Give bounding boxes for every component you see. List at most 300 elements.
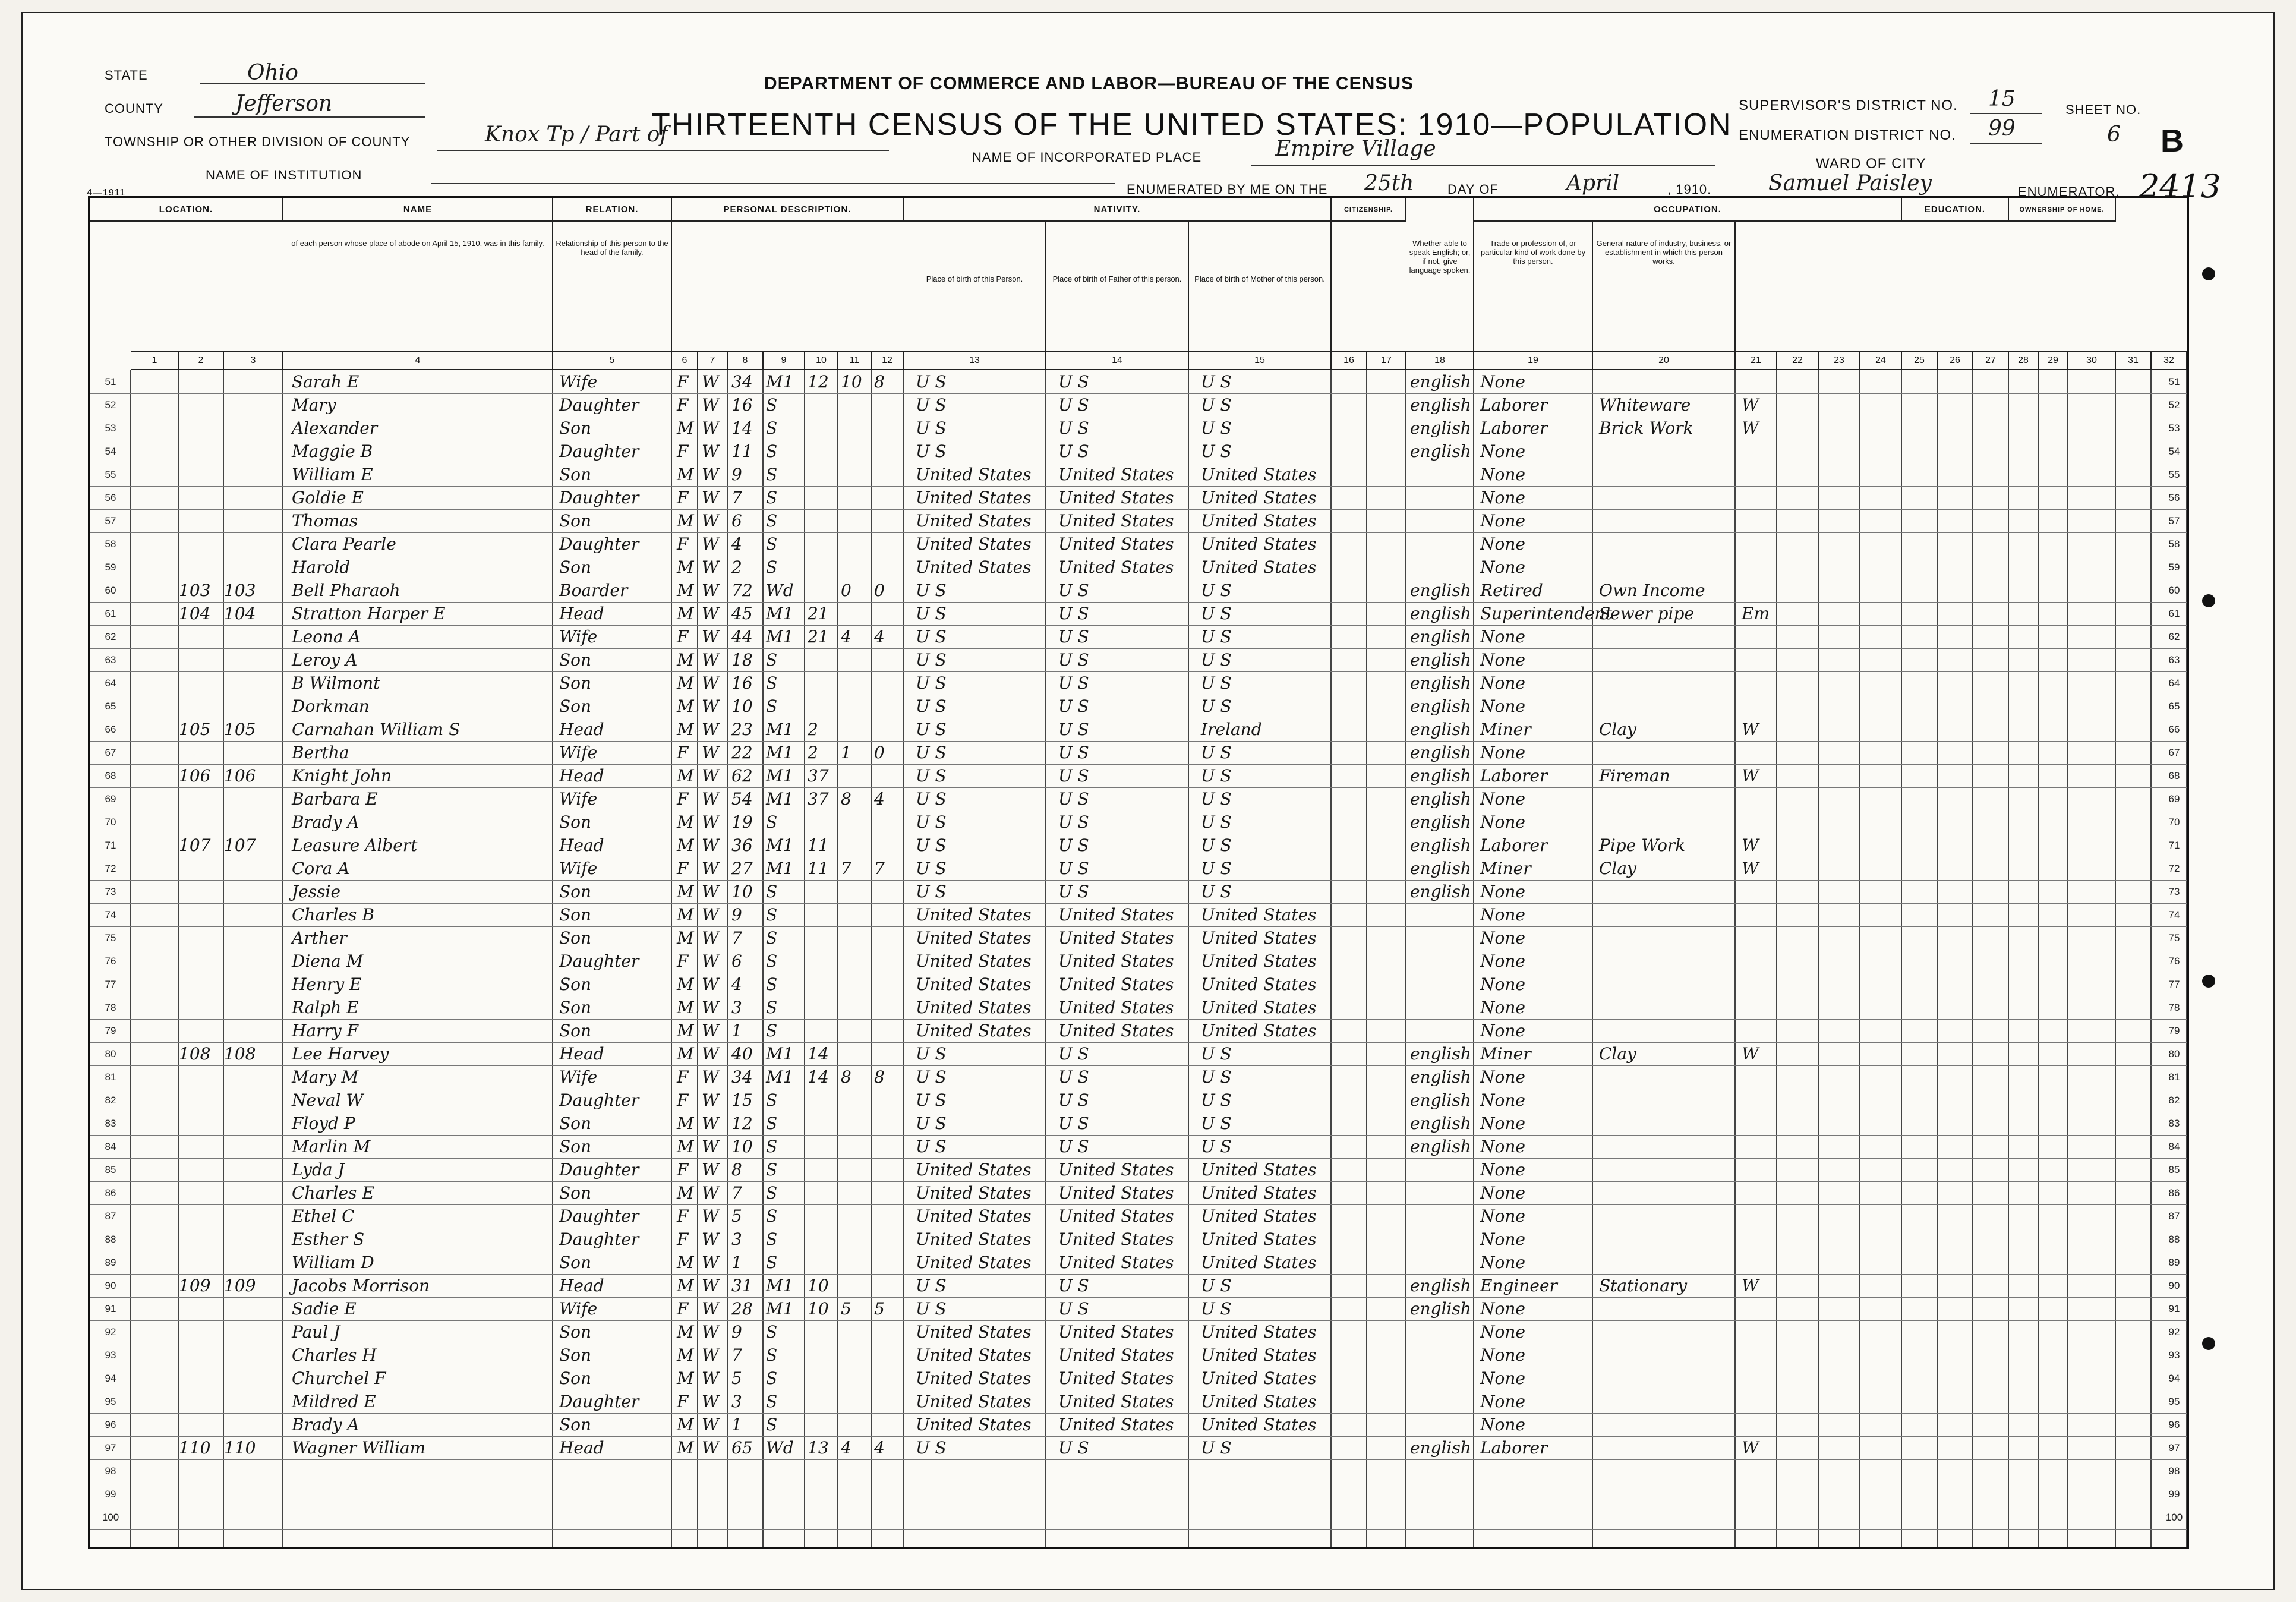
county-label: COUNTY	[105, 101, 163, 116]
cell-born	[841, 532, 872, 556]
cell-lang	[1410, 926, 1474, 950]
cell-ind: Clay	[1599, 720, 1636, 739]
cell-sex: M	[677, 882, 694, 901]
cell-age: 1	[731, 1253, 742, 1272]
cell-dw	[179, 1320, 224, 1344]
cell-trade: Laborer	[1480, 395, 1548, 415]
cell-trade: Retired	[1480, 581, 1543, 600]
cell-emp	[1742, 1181, 1777, 1204]
cell-dw	[179, 486, 224, 509]
cell-bm: U S	[1201, 1137, 1232, 1156]
cell-ind	[1599, 741, 1736, 764]
cell-name: Paul J	[292, 1322, 340, 1342]
cell-rel: Daughter	[559, 1229, 639, 1249]
cell-emp	[1742, 950, 1777, 973]
cell-ind	[1599, 1181, 1736, 1204]
column-number: 28	[2009, 351, 2039, 370]
cell-race: W	[702, 1229, 719, 1249]
column-number: 6	[672, 351, 698, 370]
cell-ind	[1599, 671, 1736, 695]
cell-dw	[179, 1251, 224, 1274]
cell-age: 10	[731, 882, 753, 901]
cell-liv	[874, 1390, 904, 1413]
cell-ms: S	[766, 1183, 778, 1203]
cell-liv	[874, 973, 904, 996]
cell-name: Charles E	[292, 1183, 374, 1203]
cell-emp	[1742, 1413, 1777, 1436]
cell-fam	[224, 1181, 283, 1204]
census-row	[90, 509, 2187, 533]
cell-trade: None	[1480, 1183, 1525, 1203]
cell-lang: english	[1410, 1067, 1471, 1087]
cell-race: W	[702, 789, 719, 809]
cell-bp: United States	[916, 534, 1032, 554]
cell-n: 91	[105, 1303, 116, 1314]
census-row	[90, 1390, 2187, 1414]
cell-liv	[874, 509, 904, 532]
cell-trade: None	[1480, 1392, 1525, 1411]
cell-fam	[224, 1344, 283, 1367]
cell-ms: S	[766, 1114, 778, 1133]
cell-rel: Son	[559, 1114, 592, 1133]
cell-dw	[179, 1019, 224, 1042]
census-row	[90, 1274, 2187, 1298]
cell-lang	[1410, 973, 1474, 996]
cell-trade: None	[1480, 1067, 1525, 1087]
cell-ind	[1599, 463, 1736, 486]
census-row	[90, 718, 2187, 742]
cell-ms: S	[766, 442, 778, 461]
cell-sex: F	[677, 789, 689, 809]
cell-liv	[874, 1181, 904, 1204]
cell-bm: United States	[1201, 1160, 1317, 1180]
township-label: TOWNSHIP OR OTHER DIVISION OF COUNTY	[105, 134, 411, 149]
cell-bm: U S	[1201, 766, 1232, 786]
cell-fam	[224, 625, 283, 648]
cell-bm: United States	[1201, 1392, 1317, 1411]
cell-fam: 108	[224, 1044, 256, 1064]
cell-dw: 110	[179, 1438, 211, 1458]
cell-name: Bell Pharaoh	[292, 581, 400, 600]
cell-bp: U S	[916, 1044, 947, 1064]
cell-name: Stratton Harper E	[292, 604, 446, 623]
cell-bf: United States	[1058, 1368, 1174, 1388]
cell-bf: U S	[1058, 581, 1089, 600]
cell-rel: Head	[559, 1044, 604, 1064]
cell-sex: F	[677, 534, 689, 554]
cell-name: Alexander	[292, 418, 378, 438]
cell-rel: Head	[559, 766, 604, 786]
cell-r: 82	[2168, 1095, 2180, 1106]
cell-trade: None	[1480, 1021, 1525, 1040]
cell-race: W	[702, 859, 719, 878]
supervisor-value: 15	[1988, 87, 2016, 111]
cell-sex: F	[677, 488, 689, 507]
cell-dw	[179, 556, 224, 579]
cell-r: 75	[2168, 932, 2180, 944]
cell-born	[841, 1344, 872, 1367]
cell-yrs	[808, 903, 840, 926]
cell-yrs	[808, 880, 840, 903]
cell-ind	[1599, 996, 1736, 1019]
cell-trade: Laborer	[1480, 835, 1548, 855]
cell-bf: U S	[1058, 743, 1089, 762]
cell-dw	[179, 996, 224, 1019]
cell-lang: english	[1410, 372, 1471, 392]
day-label: DAY OF	[1447, 182, 1499, 197]
cell-born: 5	[841, 1299, 851, 1319]
cell-bp: United States	[916, 1160, 1032, 1180]
cell-emp: W	[1742, 766, 1759, 786]
cell-race: W	[702, 1090, 719, 1110]
cell-sex: M	[677, 1415, 694, 1434]
cell-sex: M	[677, 998, 694, 1017]
cell-sex: M	[677, 650, 694, 670]
cell-yrs: 2	[808, 720, 818, 739]
cell-lang: english	[1410, 766, 1471, 786]
cell-liv: 4	[874, 1438, 885, 1458]
cell-ms: S	[766, 395, 778, 415]
cell-bm: U S	[1201, 650, 1232, 670]
cell-born	[841, 393, 872, 417]
cell-bm: U S	[1201, 859, 1232, 878]
group-personal: PERSONAL DESCRIPTION.	[672, 198, 904, 222]
cell-trade: None	[1480, 627, 1525, 647]
cell-lang: english	[1410, 442, 1471, 461]
cell-fam: 107	[224, 835, 256, 855]
census-row	[90, 880, 2187, 904]
cell-dw	[179, 950, 224, 973]
cell-rel: Daughter	[559, 1392, 639, 1411]
cell-sex: F	[677, 1229, 689, 1249]
cell-dw	[179, 1344, 224, 1367]
cell-race: W	[702, 1345, 719, 1365]
census-row	[90, 903, 2187, 927]
cell-age	[731, 1483, 765, 1506]
cell-yrs	[808, 1204, 840, 1228]
cell-ms: S	[766, 534, 778, 554]
cell-n: 51	[105, 376, 116, 387]
cell-yrs: 37	[808, 789, 829, 809]
cell-trade: None	[1480, 812, 1525, 832]
cell-race: W	[702, 835, 719, 855]
cell-lang: english	[1410, 1090, 1471, 1110]
cell-sex: F	[677, 1160, 689, 1180]
cell-rel: Son	[559, 465, 592, 484]
cell-liv	[874, 440, 904, 463]
cell-trade	[1480, 1506, 1593, 1529]
cell-ms: S	[766, 1229, 778, 1249]
cell-bm: U S	[1201, 627, 1232, 647]
cell-n: 63	[105, 654, 116, 666]
cell-bm: U S	[1201, 789, 1232, 809]
cell-r: 95	[2168, 1396, 2180, 1407]
cell-liv	[874, 1019, 904, 1042]
column-number: 31	[2116, 351, 2152, 370]
column-number: 30	[2068, 351, 2116, 370]
cell-rel: Daughter	[559, 1160, 639, 1180]
sheet-value: 6	[2107, 122, 2121, 147]
cell-emp	[1742, 463, 1777, 486]
cell-name: Leroy A	[292, 650, 358, 670]
cell-liv	[874, 1344, 904, 1367]
cell-fam	[224, 556, 283, 579]
cell-dw	[179, 532, 224, 556]
cell-dw	[179, 926, 224, 950]
cell-n: 69	[105, 793, 116, 805]
cell-fam	[224, 926, 283, 950]
cell-trade: None	[1480, 1368, 1525, 1388]
cell-sex: M	[677, 465, 694, 484]
cell-fam: 104	[224, 604, 256, 623]
cell-bm: U S	[1201, 581, 1232, 600]
cell-lang	[1410, 556, 1474, 579]
group-location: LOCATION.	[90, 198, 283, 222]
census-row	[90, 1228, 2187, 1251]
cell-trade: None	[1480, 1090, 1525, 1110]
cell-sex: M	[677, 1276, 694, 1295]
cell-race: W	[702, 442, 719, 461]
name-column-desc: of each person whose place of abode on April 15, 1910, was in this family.	[283, 222, 553, 351]
cell-race: W	[702, 418, 719, 438]
cell-born	[841, 973, 872, 996]
cell-n: 66	[105, 724, 116, 735]
cell-emp	[1742, 440, 1777, 463]
cell-bf: United States	[1058, 1160, 1174, 1180]
cell-sex: F	[677, 627, 689, 647]
cell-yrs: 21	[808, 604, 829, 623]
cell-ms: M1	[766, 1299, 794, 1319]
cell-ms: S	[766, 1206, 778, 1226]
cell-bf: U S	[1058, 882, 1089, 901]
cell-emp	[1742, 926, 1777, 950]
cell-race: W	[702, 1276, 719, 1295]
cell-emp	[1742, 695, 1777, 718]
cell-bp: United States	[916, 975, 1032, 994]
cell-ind	[1599, 880, 1736, 903]
cell-n: 83	[105, 1118, 116, 1129]
ward-label: WARD OF CITY	[1816, 156, 1926, 172]
cell-bm: U S	[1201, 1114, 1232, 1133]
cell-sex: F	[677, 442, 689, 461]
cell-race: W	[702, 1253, 719, 1272]
cell-age: 23	[731, 720, 753, 739]
cell-bf: United States	[1058, 1021, 1174, 1040]
cell-born	[841, 1089, 872, 1112]
cell-bm: U S	[1201, 882, 1232, 901]
cell-yrs	[808, 1413, 840, 1436]
cell-race: W	[702, 696, 719, 716]
cell-rel: Son	[559, 557, 592, 577]
cell-sex: M	[677, 557, 694, 577]
cell-yrs	[808, 579, 840, 602]
cell-bp: United States	[916, 928, 1032, 948]
cell-emp: W	[1742, 859, 1759, 878]
cell-fam	[224, 393, 283, 417]
column-number: 26	[1938, 351, 1973, 370]
cell-dw	[179, 695, 224, 718]
cell-lang	[1410, 1367, 1474, 1390]
group-occupation: OCCUPATION.	[1474, 198, 1902, 222]
cell-n: 54	[105, 446, 116, 457]
cell-yrs	[808, 1112, 840, 1135]
cell-age: 5	[731, 1206, 742, 1226]
cell-race: W	[702, 1322, 719, 1342]
cell-trade: None	[1480, 998, 1525, 1017]
cell-trade: None	[1480, 905, 1525, 925]
cell-n: 86	[105, 1187, 116, 1199]
cell-yrs	[808, 973, 840, 996]
cell-born	[841, 1274, 872, 1297]
cell-dw: 108	[179, 1044, 211, 1064]
cell-born	[841, 486, 872, 509]
cell-rel	[559, 1483, 672, 1506]
cell-yrs	[808, 1367, 840, 1390]
cell-ind	[1599, 440, 1736, 463]
cell-dw	[179, 417, 224, 440]
cell-liv	[874, 695, 904, 718]
cell-emp	[1742, 1251, 1777, 1274]
cell-n: 98	[105, 1465, 116, 1477]
cell-born	[841, 440, 872, 463]
cell-r: 91	[2168, 1303, 2180, 1314]
cell-r: 73	[2168, 886, 2180, 897]
cell-dw	[179, 1483, 224, 1506]
cell-race: W	[702, 812, 719, 832]
cell-age: 12	[731, 1114, 753, 1133]
cell-fam	[224, 1506, 283, 1529]
cell-liv	[874, 1251, 904, 1274]
cell-bp: United States	[916, 557, 1032, 577]
cell-r: 93	[2168, 1349, 2180, 1361]
cell-age: 19	[731, 812, 753, 832]
cell-name: B Wilmont	[292, 673, 380, 693]
cell-yrs	[808, 1158, 840, 1181]
cell-liv	[874, 1459, 904, 1483]
cell-dw	[179, 1112, 224, 1135]
cell-rel: Wife	[559, 1299, 598, 1319]
cell-rel: Son	[559, 1368, 592, 1388]
cell-bm: U S	[1201, 395, 1232, 415]
cell-age: 6	[731, 511, 742, 531]
cell-race	[702, 1459, 728, 1483]
cell-r: 62	[2168, 631, 2180, 642]
department-heading: DEPARTMENT OF COMMERCE AND LABOR—BUREAU OF THE CENSUS	[764, 74, 1414, 93]
cell-n: 58	[105, 538, 116, 550]
cell-born: 7	[841, 859, 851, 878]
cell-fam	[224, 463, 283, 486]
cell-liv	[874, 602, 904, 625]
cell-lang: english	[1410, 835, 1471, 855]
cell-bp: U S	[916, 627, 947, 647]
cell-race: W	[702, 372, 719, 392]
cell-ind	[1599, 973, 1736, 996]
cell-trade: None	[1480, 975, 1525, 994]
cell-yrs	[808, 811, 840, 834]
cell-r: 55	[2168, 469, 2180, 480]
cell-dw: 106	[179, 766, 211, 786]
cell-trade	[1480, 1483, 1593, 1506]
cell-yrs	[808, 1228, 840, 1251]
cell-r: 90	[2168, 1280, 2180, 1291]
birth-mother-desc: Place of birth of Mother of this person.	[1189, 222, 1332, 351]
census-row	[90, 1436, 2187, 1460]
census-row	[90, 973, 2187, 996]
cell-emp	[1742, 1390, 1777, 1413]
cell-r: 67	[2168, 747, 2180, 758]
cell-bp: U S	[916, 766, 947, 786]
column-number: 15	[1189, 351, 1332, 370]
census-row	[90, 996, 2187, 1020]
cell-r: 63	[2168, 654, 2180, 666]
cell-sex: M	[677, 928, 694, 948]
state-label: STATE	[105, 68, 148, 83]
column-number: 4	[283, 351, 553, 370]
cell-n: 76	[105, 955, 116, 967]
cell-trade: Laborer	[1480, 766, 1548, 786]
cell-yrs	[808, 463, 840, 486]
cell-born: 0	[841, 581, 851, 600]
cell-bm: United States	[1201, 951, 1317, 971]
cell-liv: 4	[874, 789, 885, 809]
cell-ind: Sewer pipe	[1599, 604, 1694, 623]
cell-born	[841, 926, 872, 950]
cell-yrs	[808, 695, 840, 718]
cell-race: W	[702, 511, 719, 531]
cell-rel: Daughter	[559, 395, 639, 415]
cell-age: 16	[731, 673, 753, 693]
cell-n: 65	[105, 701, 116, 712]
cell-fam	[224, 1228, 283, 1251]
cell-bf: U S	[1058, 1299, 1089, 1319]
cell-yrs: 14	[808, 1067, 829, 1087]
cell-r: 64	[2168, 677, 2180, 689]
column-number: 16	[1332, 351, 1367, 370]
cell-race: W	[702, 534, 719, 554]
cell-sex: M	[677, 1021, 694, 1040]
cell-bp: U S	[916, 650, 947, 670]
cell-name: Esther S	[292, 1229, 365, 1249]
cell-age: 10	[731, 696, 753, 716]
cell-race: W	[702, 951, 719, 971]
cell-trade: Laborer	[1480, 418, 1548, 438]
cell-bf: United States	[1058, 1183, 1174, 1203]
cell-emp	[1742, 625, 1777, 648]
cell-name: Carnahan William S	[292, 720, 461, 739]
cell-liv	[874, 556, 904, 579]
cell-dw	[179, 393, 224, 417]
cell-sex: M	[677, 1438, 694, 1458]
cell-age: 44	[731, 627, 753, 647]
cell-age: 1	[731, 1021, 742, 1040]
cell-r: 53	[2168, 422, 2180, 434]
binding-hole	[2202, 975, 2215, 988]
cell-emp	[1742, 1065, 1777, 1089]
census-row	[90, 486, 2187, 510]
cell-yrs	[808, 417, 840, 440]
institution-label: NAME OF INSTITUTION	[206, 168, 362, 182]
cell-ind: Clay	[1599, 1044, 1636, 1064]
cell-r: 88	[2168, 1234, 2180, 1245]
cell-ind	[1599, 370, 1736, 393]
cell-bm: U S	[1201, 673, 1232, 693]
cell-fam	[224, 486, 283, 509]
cell-rel: Head	[559, 720, 604, 739]
cell-dw	[179, 1297, 224, 1320]
cell-bm: U S	[1201, 418, 1232, 438]
language-desc: Whether able to speak English; or, if not, give language spoken.	[1406, 198, 1474, 351]
cell-yrs: 11	[808, 859, 829, 878]
